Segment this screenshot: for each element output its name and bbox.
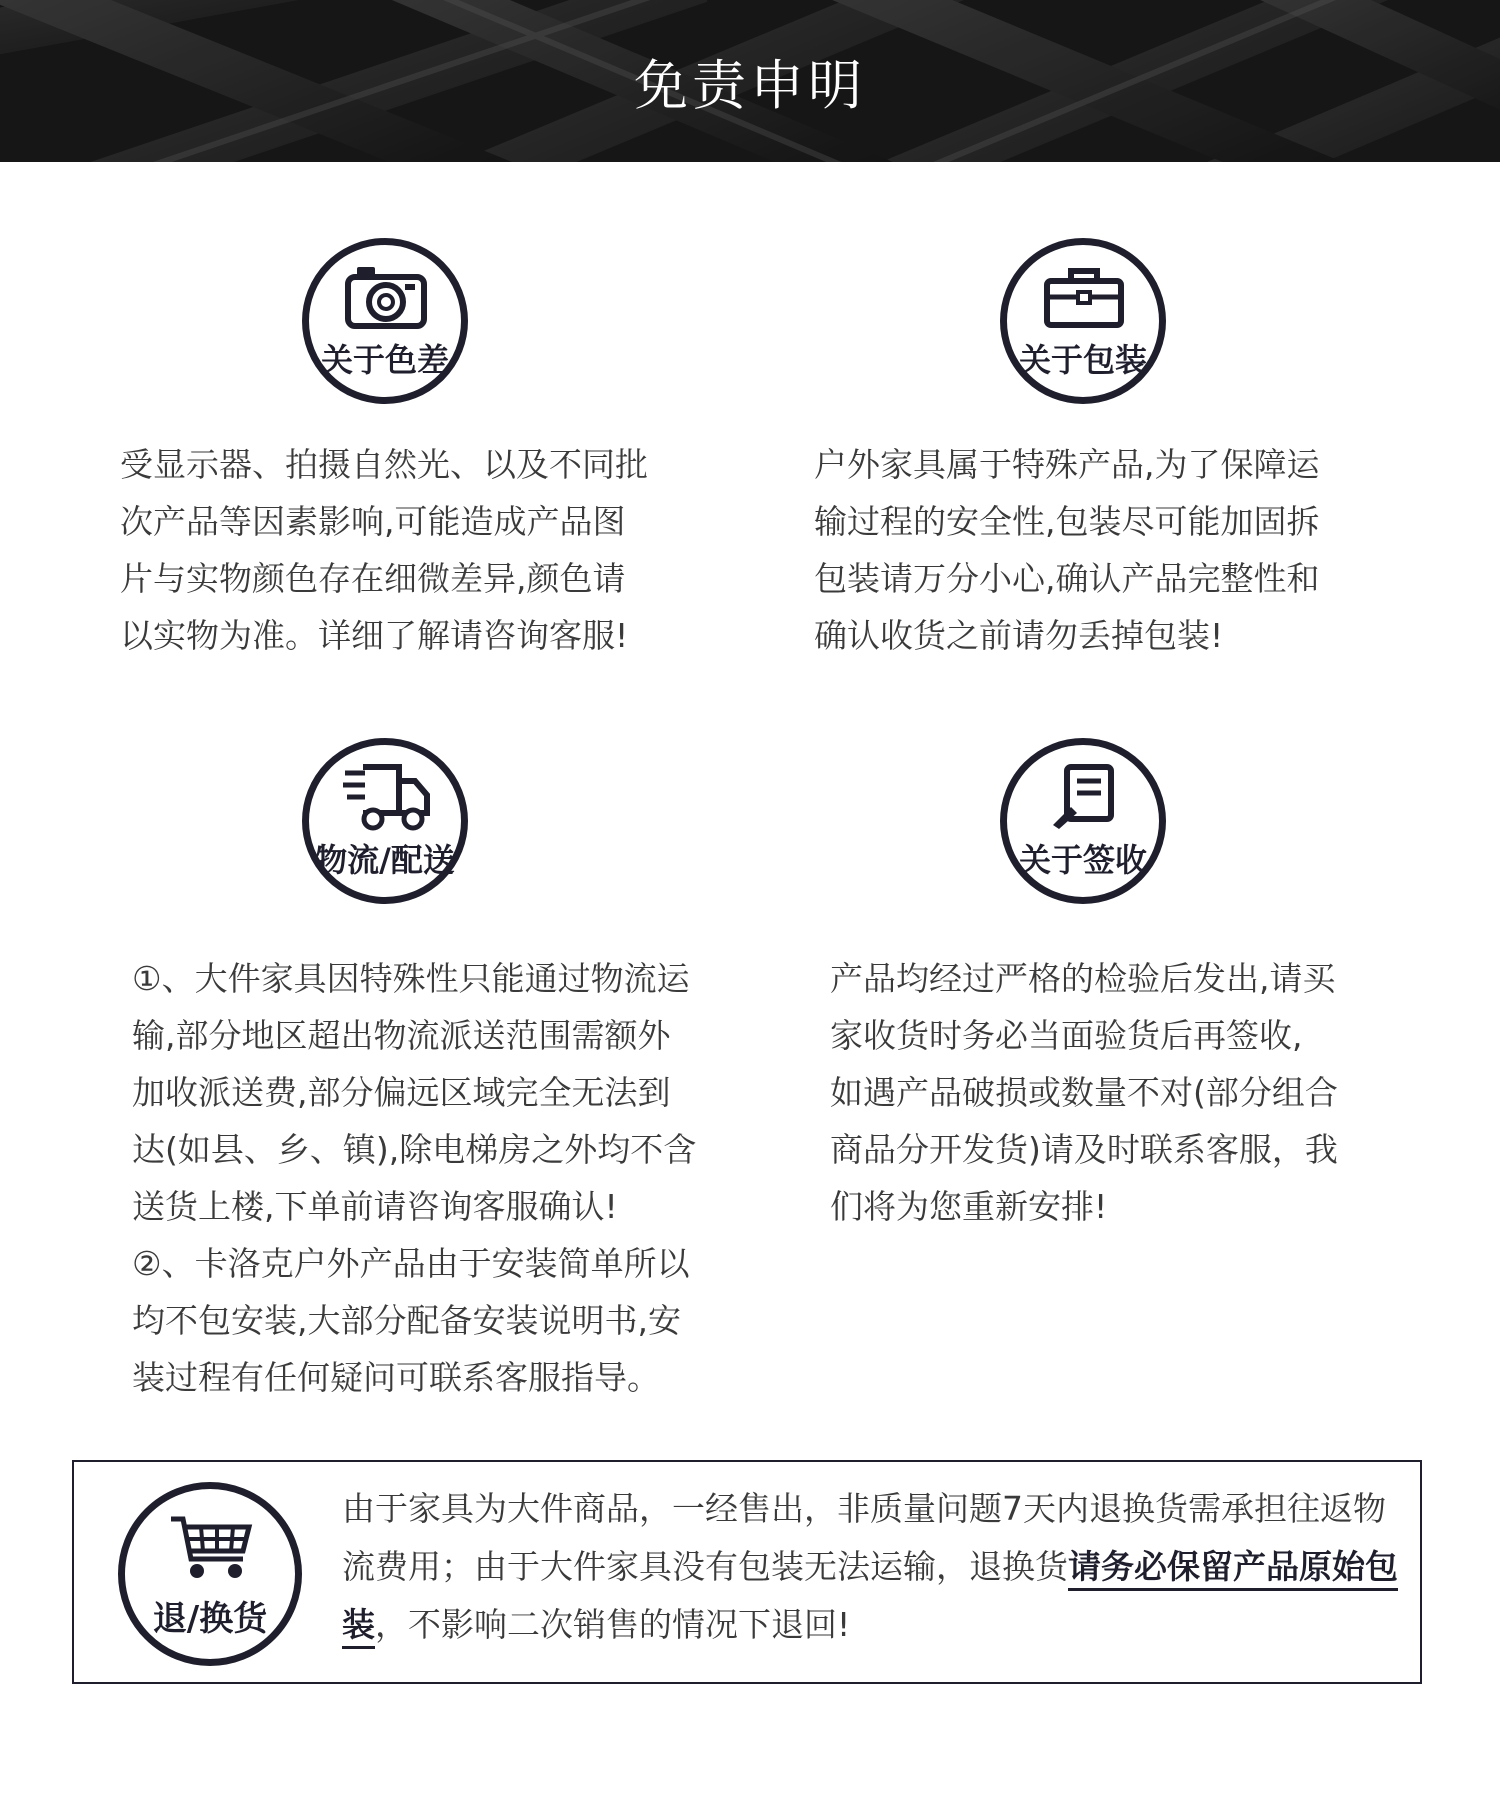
signing-text: 产品均经过严格的检验后发出,请买 家收货时务必当面验货后再签收, 如遇产品破损或数量不对(部分组合 商品分开发货)请及时联系客服，我 们将为您重新安排!	[830, 959, 1338, 1226]
packaging-label: 关于包装	[1018, 341, 1147, 379]
camera-icon	[345, 263, 427, 329]
sign-document-icon	[1049, 763, 1119, 833]
returns-text-part2: ，不影响二次销售的情况下退回!	[375, 1605, 851, 1644]
signing-label: 关于签收	[1018, 841, 1147, 879]
returns-notice	[72, 1460, 1422, 1684]
color-difference-text: 受显示器、拍摄自然光、以及不同批 次产品等因素影响,可能造成产品图 片与实物颜色存在细微差异,颜色请 以实物为准。详细了解请咨询客服!	[120, 445, 648, 655]
logistics-badge	[302, 738, 468, 904]
color-difference-label: 关于色差	[320, 341, 449, 379]
returns-badge	[118, 1482, 302, 1666]
returns-text	[342, 1480, 1400, 1654]
shopping-cart-icon	[169, 1513, 253, 1583]
returns-label: 退/换货	[152, 1599, 268, 1639]
logistics-text: ①、大件家具因特殊性只能通过物流运 输,部分地区超出物流派送范围需额外 加收派送费,部分偏远区域完全无法到 达(如县、乡、镇),除电梯房之外均不含 送货上楼,下单前请咨询客服确认! ②、卡洛克户外产品由于安装简单所以 均不包安装,大部分配备安装说明书,安 装过程有任何疑问可联系客服指导。	[132, 959, 697, 1397]
signing-badge	[1000, 738, 1166, 904]
packaging-text: 户外家具属于特殊产品,为了保障运 输过程的安全性,包装尽可能加固拆 包装请万分小心,确认产品完整性和 确认收货之前请勿丢掉包装!	[814, 445, 1320, 655]
header-banner	[0, 0, 1500, 162]
returns-text-highlight: 请务必保留产品原始包装	[342, 1547, 1398, 1649]
returns-text-part1: 由于家具为大件商品，一经售出，非质量问题7天内退换货需承担往返物流费用；由于大件家具没有包装无法运输，退换货	[342, 1489, 1386, 1586]
color-difference-badge	[302, 238, 468, 404]
logistics-label: 物流/配送	[315, 841, 455, 879]
packaging-badge	[1000, 238, 1166, 404]
briefcase-icon	[1043, 263, 1125, 329]
page-title: 免责申明	[634, 54, 866, 117]
delivery-truck-icon	[343, 763, 433, 833]
